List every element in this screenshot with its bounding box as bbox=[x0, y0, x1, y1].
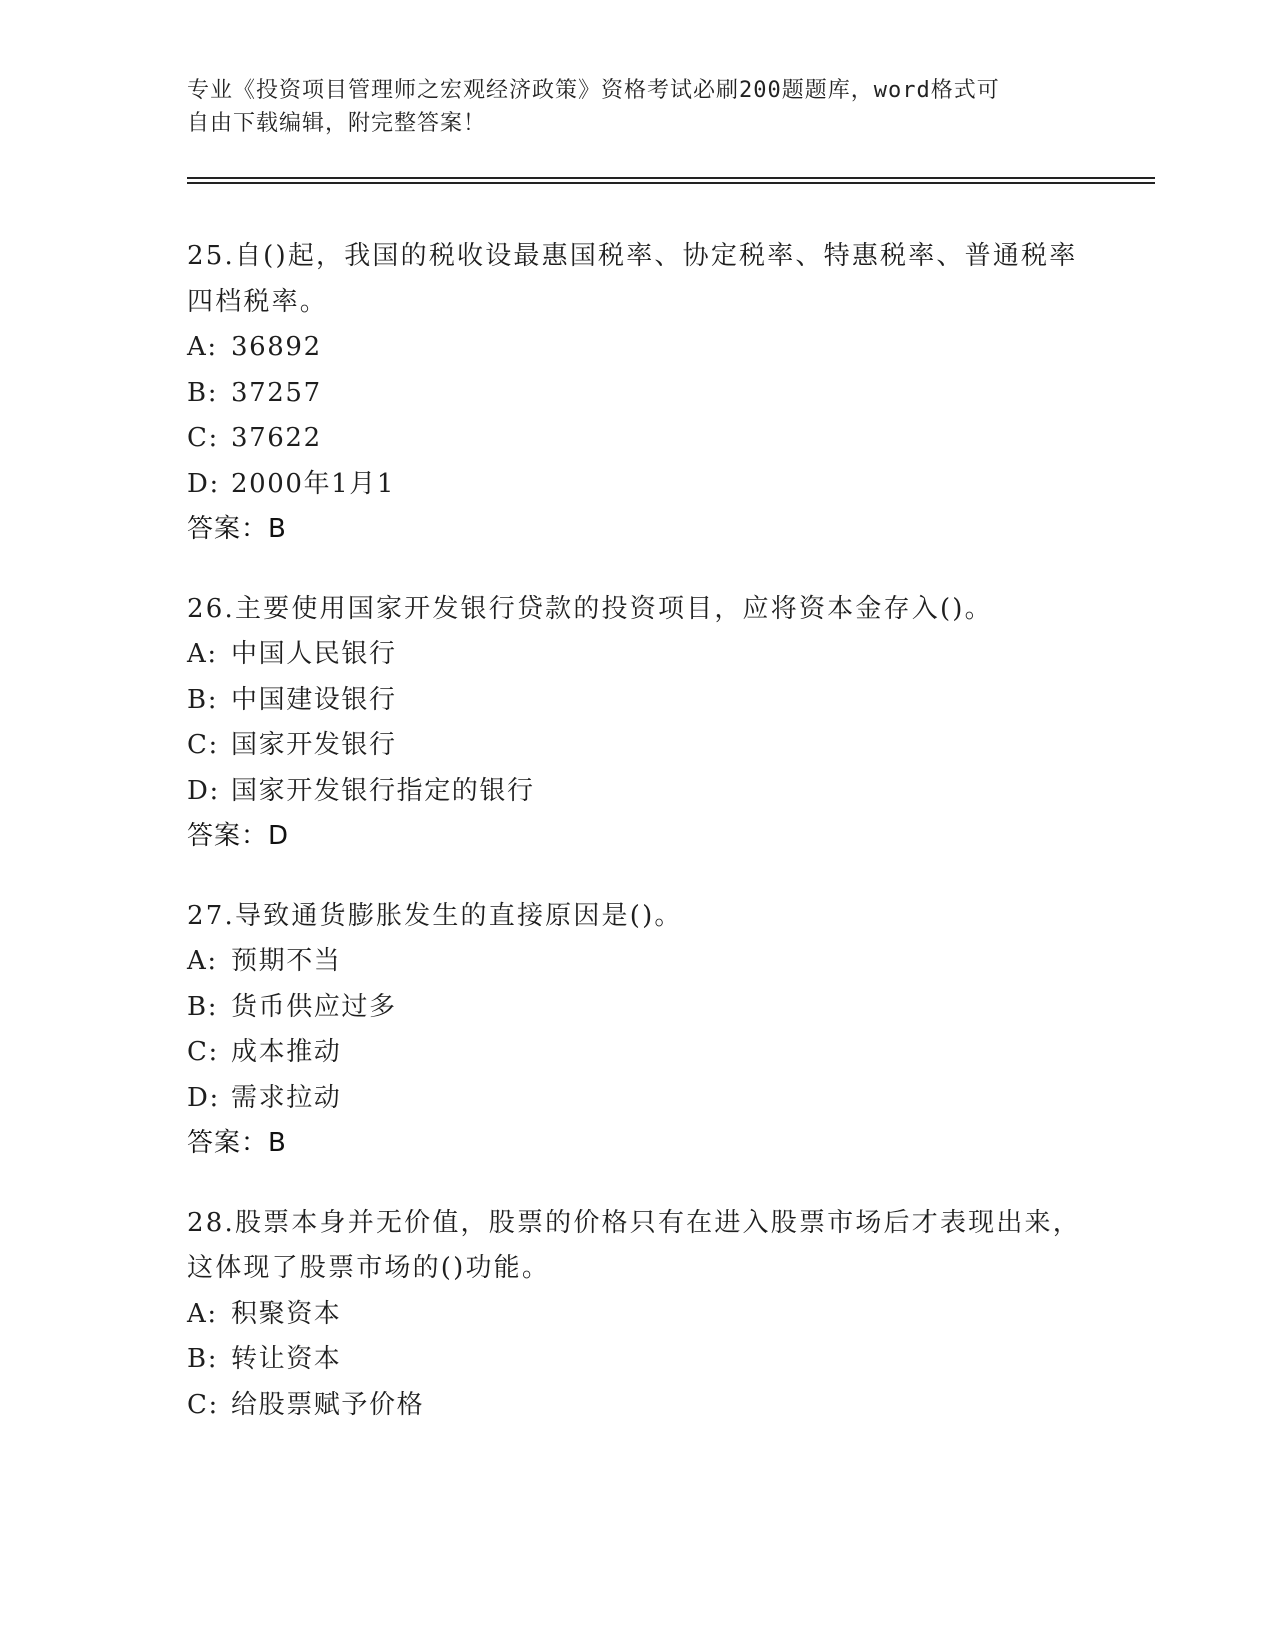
option-text: 国家开发银行指定的银行 bbox=[231, 775, 535, 806]
option-text: 中国人民银行 bbox=[231, 639, 397, 669]
header-divider-bottom bbox=[187, 182, 1155, 184]
option-c bbox=[187, 1383, 1087, 1429]
option-letter: D: bbox=[187, 775, 220, 806]
option-letter: C: bbox=[187, 1389, 219, 1420]
question-text: 27.导致通货膨胀发生的直接原因是()。 bbox=[187, 900, 683, 931]
option-letter: A: bbox=[187, 946, 218, 976]
question-27 bbox=[187, 894, 1087, 1167]
option-text: 37622 bbox=[231, 423, 322, 453]
document-header bbox=[187, 74, 1087, 140]
option-a bbox=[187, 632, 1087, 678]
option-text: 成本推动 bbox=[231, 1037, 342, 1067]
option-b bbox=[187, 371, 1087, 417]
question-text: 25.自()起，我国的税收设最惠国税率、协定税率、特惠税率、普通税率四档税率。 bbox=[187, 241, 1078, 317]
option-letter: A: bbox=[187, 639, 218, 669]
option-a bbox=[187, 1292, 1087, 1338]
option-b bbox=[187, 678, 1087, 724]
option-text: 2000年1月1 bbox=[231, 468, 396, 499]
question-list bbox=[187, 234, 1087, 1462]
option-letter: B: bbox=[187, 991, 219, 1022]
question-26 bbox=[187, 587, 1087, 860]
answer-label: 答案：B bbox=[187, 1128, 287, 1158]
option-c bbox=[187, 723, 1087, 769]
option-b bbox=[187, 985, 1087, 1031]
option-c bbox=[187, 1030, 1087, 1076]
option-letter: C: bbox=[187, 423, 219, 453]
answer-label: 答案：B bbox=[187, 514, 287, 544]
option-text: 货币供应过多 bbox=[231, 991, 397, 1022]
question-text: 28.股票本身并无价值，股票的价格只有在进入股票市场后才表现出来，这体现了股票市场的()功能。 bbox=[187, 1207, 1081, 1283]
option-c bbox=[187, 416, 1087, 462]
option-text: 37257 bbox=[231, 377, 322, 408]
question-text: 26.主要使用国家开发银行贷款的投资项目，应将资本金存入()。 bbox=[187, 593, 993, 624]
option-letter: C: bbox=[187, 1037, 219, 1067]
option-d bbox=[187, 769, 1087, 815]
option-a bbox=[187, 939, 1087, 985]
option-a bbox=[187, 325, 1087, 371]
option-letter: A: bbox=[187, 1298, 218, 1329]
option-letter: B: bbox=[187, 377, 219, 408]
option-letter: B: bbox=[187, 684, 219, 715]
header-divider-top bbox=[187, 177, 1155, 179]
option-d bbox=[187, 1076, 1087, 1122]
option-letter: D: bbox=[187, 1082, 220, 1113]
option-letter: A: bbox=[187, 332, 218, 362]
option-text: 给股票赋予价格 bbox=[231, 1389, 425, 1420]
option-text: 36892 bbox=[231, 332, 322, 362]
option-text: 转让资本 bbox=[231, 1344, 342, 1374]
option-text: 预期不当 bbox=[231, 946, 342, 976]
option-text: 需求拉动 bbox=[231, 1082, 342, 1113]
question-25 bbox=[187, 234, 1087, 553]
option-text: 积聚资本 bbox=[231, 1298, 342, 1329]
option-letter: D: bbox=[187, 468, 220, 499]
option-d bbox=[187, 462, 1087, 508]
answer-label: 答案：D bbox=[187, 821, 290, 851]
option-b bbox=[187, 1337, 1087, 1383]
header-line-1: 专业《投资项目管理师之宏观经济政策》资格考试必刷200题题库，word格式可 bbox=[187, 78, 1000, 103]
question-28 bbox=[187, 1201, 1087, 1429]
option-letter: C: bbox=[187, 730, 219, 760]
option-text: 中国建设银行 bbox=[231, 684, 397, 715]
option-letter: B: bbox=[187, 1344, 219, 1374]
option-text: 国家开发银行 bbox=[231, 730, 397, 760]
header-line-2: 自由下载编辑，附完整答案！ bbox=[187, 111, 487, 136]
